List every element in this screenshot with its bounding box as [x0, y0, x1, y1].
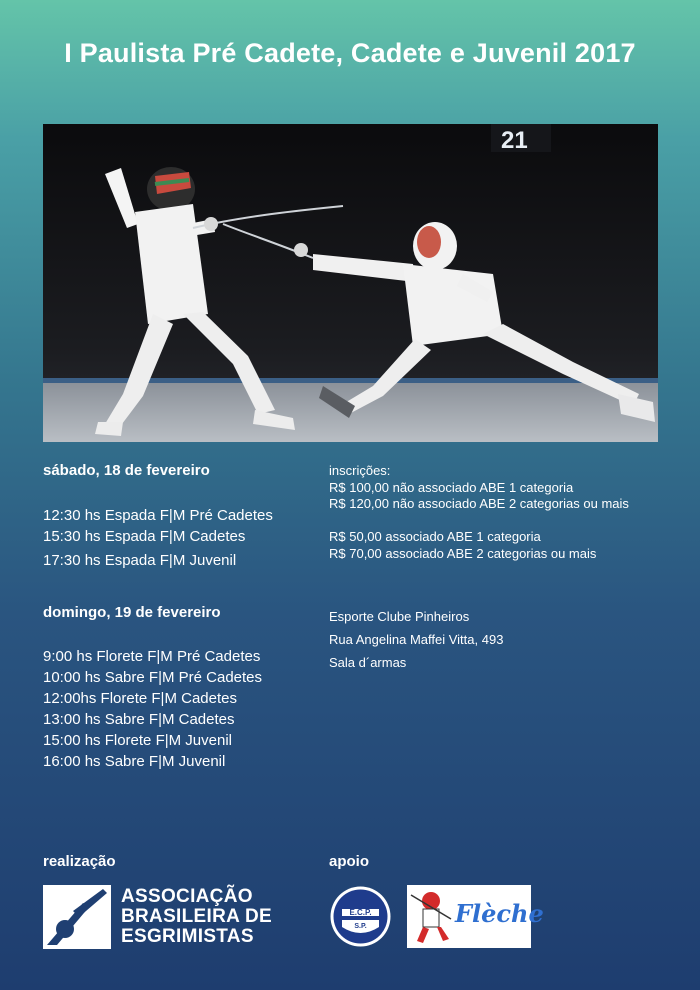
event-line: 15:00 hs Florete F|M Juvenil: [43, 732, 232, 749]
saturday-heading: sábado, 18 de fevereiro: [43, 462, 210, 479]
price-line: R$ 50,00 associado ABE 1 categoria: [329, 529, 541, 544]
fencing-photo: [43, 124, 658, 442]
scoreboard-number: 21: [501, 127, 528, 154]
poster-title: I Paulista Pré Cadete, Cadete e Juvenil 2017: [64, 38, 636, 68]
schedule-column: [43, 462, 313, 770]
event-line: 17:30 hs Espada F|M Juvenil: [43, 552, 237, 569]
price-line: R$ 70,00 associado ABE 2 categorias ou mais: [329, 545, 597, 561]
venue-room: Sala d´armas: [329, 655, 407, 670]
abe-logo: [43, 885, 293, 949]
abe-line: ESGRIMISTAS: [121, 926, 254, 947]
event-line: 15:30 hs Espada F|M Cadetes: [43, 528, 246, 545]
event-line: 13:00 hs Sabre F|M Cadetes: [43, 711, 235, 728]
abe-line: BRASILEIRA DE: [121, 906, 272, 927]
fleche-mascot-icon: [407, 885, 457, 948]
event-line: 16:00 hs Sabre F|M Juvenil: [43, 753, 226, 770]
realizacao-label: realização: [43, 853, 116, 870]
saturday-events: [43, 505, 273, 571]
ecp-bottom-text: S.P.: [354, 923, 367, 930]
abe-line: ASSOCIAÇÃO: [121, 886, 253, 907]
abe-mark-icon: [43, 885, 111, 949]
price-line: R$ 100,00 não associado ABE 1 categoria: [329, 479, 574, 495]
event-line: 10:00 hs Sabre F|M Pré Cadetes: [43, 669, 263, 686]
sunday-heading: domingo, 19 de fevereiro: [43, 604, 221, 621]
event-line: 9:00 hs Florete F|M Pré Cadetes: [43, 648, 261, 665]
fleche-wordmark: Flèche: [455, 899, 544, 928]
registration-heading: inscrições:: [329, 463, 391, 478]
venue-address: Rua Angelina Maffei Vitta, 493: [329, 632, 504, 647]
venue-name: Esporte Clube Pinheiros: [329, 609, 470, 624]
price-spacer: [329, 513, 669, 530]
fleche-logo: [407, 885, 544, 948]
info-column: [329, 463, 669, 670]
abe-logo-text: [121, 887, 272, 947]
event-line: 12:30 hs Espada F|M Pré Cadetes: [43, 507, 273, 524]
sunday-events: [43, 646, 262, 772]
apoio-label: apoio: [329, 853, 369, 870]
ecp-top-text: E.C.P.: [349, 908, 372, 917]
ecp-logo: [329, 885, 392, 948]
price-line: R$ 120,00 não associado ABE 2 categorias ou mais: [329, 496, 629, 511]
event-line: 12:00hs Florete F|M Cadetes: [43, 690, 237, 707]
venue-block: [329, 605, 503, 674]
